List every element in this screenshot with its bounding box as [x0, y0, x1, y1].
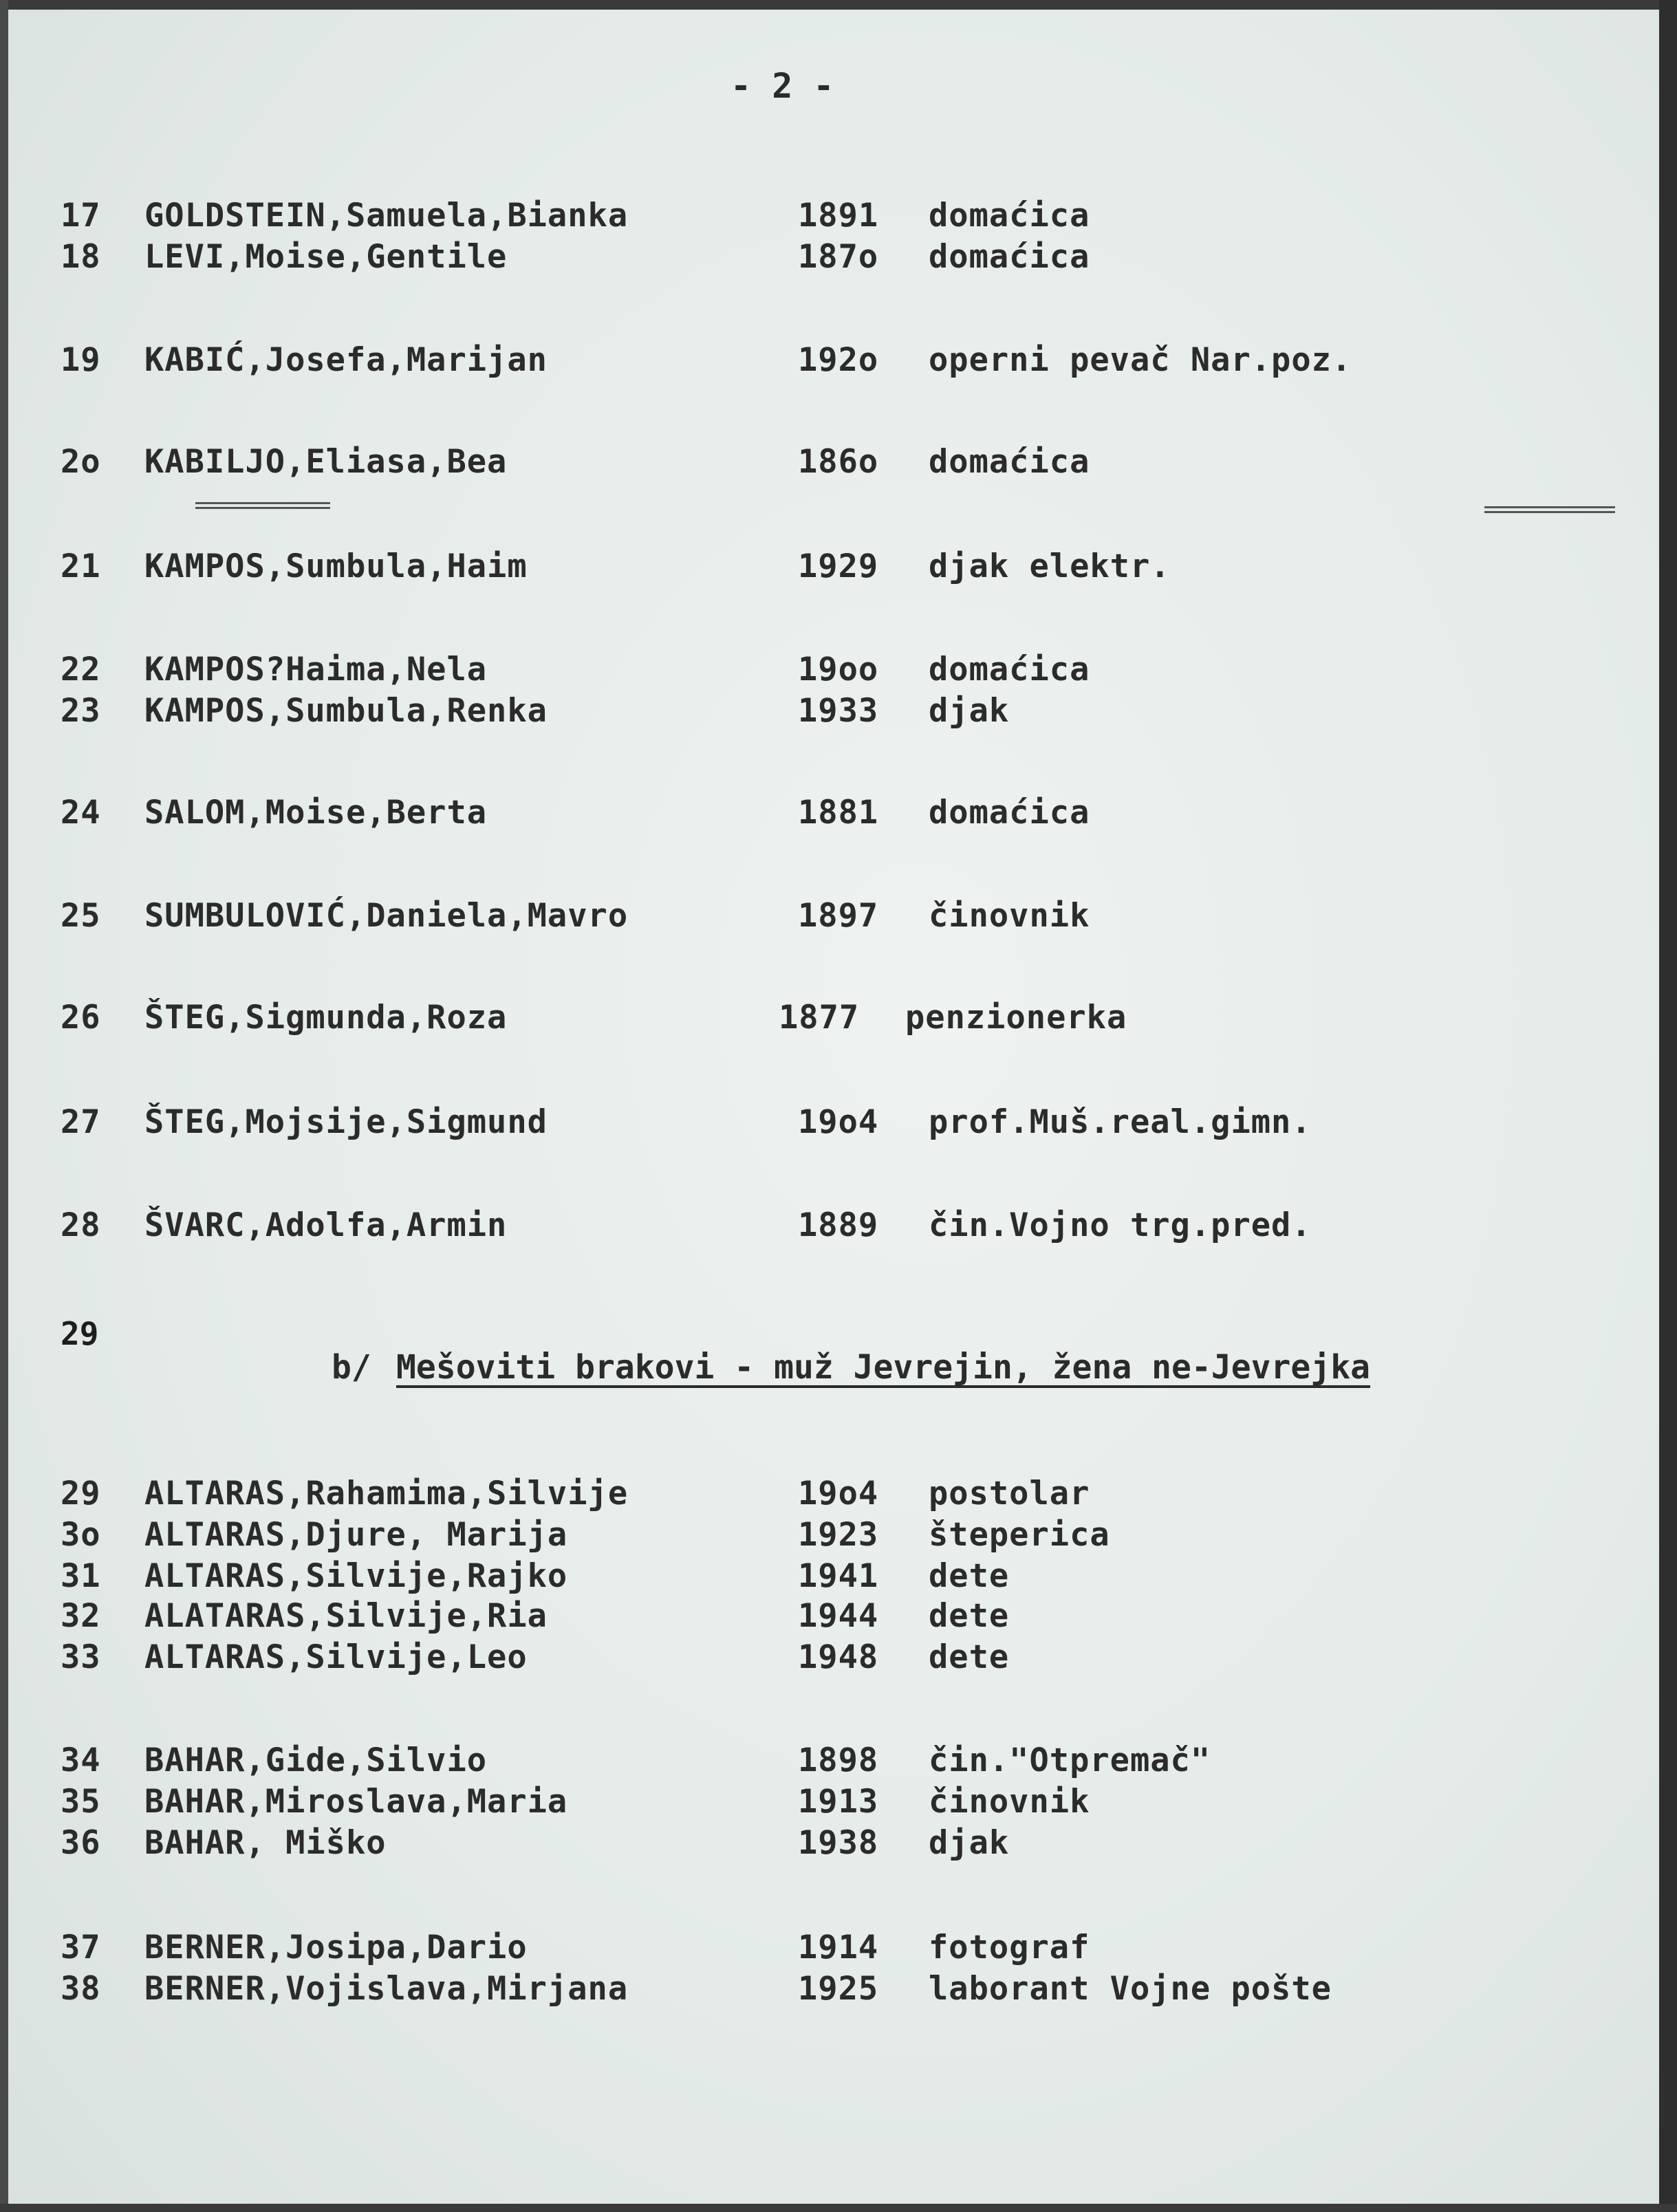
record-occupation: operni pevač Nar.poz.: [929, 341, 1352, 379]
divider-rule-left: [195, 502, 330, 509]
record-number: 21: [61, 547, 101, 585]
record-name: BAHAR,Miroslava,Maria: [144, 1783, 568, 1821]
record-year: 1948: [798, 1638, 879, 1676]
record-name: BERNER,Josipa,Dario: [144, 1929, 528, 1966]
record-number: 22: [61, 651, 101, 688]
record-number: 26: [61, 999, 101, 1037]
record-number: 36: [61, 1824, 101, 1862]
struck-number: 29: [61, 1315, 99, 1352]
record-year: 187o: [798, 238, 879, 276]
record-name: ŠVARC,Adolfa,Armin: [144, 1206, 508, 1244]
record-year: 19oo: [798, 651, 879, 688]
record-number: 38: [61, 1970, 101, 2008]
scan-border-right: [1659, 0, 1677, 2212]
record-occupation: činovnik: [929, 897, 1090, 935]
record-occupation: postolar: [929, 1475, 1090, 1512]
record-number: 35: [61, 1783, 101, 1821]
record-name: ALTARAS,Silvije,Rajko: [144, 1557, 568, 1595]
record-occupation: djak elektr.: [929, 547, 1171, 585]
record-name: ALTARAS,Silvije,Leo: [144, 1638, 528, 1676]
record-name: GOLDSTEIN,Samuela,Bianka: [144, 197, 629, 235]
record-year: 1913: [798, 1783, 879, 1821]
record-year: 19o4: [798, 1475, 879, 1512]
scan-border-top: [0, 0, 1677, 10]
record-name: KAMPOS,Sumbula,Haim: [144, 547, 528, 585]
record-number: 27: [61, 1103, 101, 1141]
page-number: - 2 -: [731, 66, 834, 106]
record-name: KABILJO,Eliasa,Bea: [144, 443, 508, 481]
record-year: 1933: [798, 692, 879, 730]
record-year: 1897: [798, 897, 879, 935]
record-name: ŠTEG,Sigmunda,Roza: [144, 999, 508, 1037]
record-number: 23: [61, 692, 101, 730]
record-year: 1881: [798, 794, 879, 832]
record-number: 37: [61, 1929, 101, 1966]
record-number: 29: [61, 1475, 101, 1512]
record-name: KAMPOS?Haima,Nela: [144, 651, 488, 688]
record-number: 3o: [61, 1516, 101, 1554]
record-occupation: fotograf: [929, 1929, 1090, 1966]
record-occupation: djak: [929, 692, 1010, 730]
record-year: 1925: [798, 1970, 879, 2008]
record-occupation: prof.Muš.real.gimn.: [929, 1103, 1312, 1141]
scan-border-bottom: [0, 2204, 1677, 2212]
record-occupation: penzionerka: [905, 999, 1127, 1037]
record-name: KAMPOS,Sumbula,Renka: [144, 692, 548, 730]
record-occupation: domaćica: [929, 197, 1090, 235]
record-number: 18: [61, 238, 101, 276]
record-number: 33: [61, 1638, 101, 1676]
record-name: ŠTEG,Mojsije,Sigmund: [144, 1103, 548, 1141]
record-year: 1944: [798, 1597, 879, 1635]
record-number: 32: [61, 1597, 101, 1635]
record-occupation: dete: [929, 1557, 1010, 1595]
record-occupation: domaćica: [929, 794, 1090, 832]
record-number: 31: [61, 1557, 101, 1595]
record-name: LEVI,Moise,Gentile: [144, 238, 508, 276]
divider-rule-right: [1484, 506, 1615, 513]
record-occupation: dete: [929, 1597, 1010, 1635]
record-name: KABIĆ,Josefa,Marijan: [144, 341, 548, 379]
record-occupation: domaćica: [929, 651, 1090, 688]
record-name: SALOM,Moise,Berta: [144, 794, 488, 832]
record-year: 1877: [779, 999, 860, 1037]
section-heading: Mešoviti brakovi - muž Jevrejin, žena ne-Jevrejka: [396, 1348, 1371, 1387]
record-name: SUMBULOVIĆ,Daniela,Mavro: [144, 897, 629, 935]
record-year: 19o4: [798, 1103, 879, 1141]
record-year: 1889: [798, 1206, 879, 1244]
record-name: BERNER,Vojislava,Mirjana: [144, 1970, 629, 2008]
record-year: 1938: [798, 1824, 879, 1862]
record-occupation: čin.Vojno trg.pred.: [929, 1206, 1312, 1244]
record-occupation: domaćica: [929, 238, 1090, 276]
record-number: 2o: [61, 443, 101, 481]
record-year: 186o: [798, 443, 879, 481]
record-number: 34: [61, 1742, 101, 1779]
record-number: 28: [61, 1206, 101, 1244]
record-number: 24: [61, 794, 101, 832]
record-year: 1891: [798, 197, 879, 235]
record-name: ALATARAS,Silvije,Ria: [144, 1597, 548, 1635]
record-year: 1923: [798, 1516, 879, 1554]
record-name: BAHAR, Miško: [144, 1824, 387, 1862]
record-occupation: čin."Otpremač": [929, 1742, 1211, 1779]
record-number: 19: [61, 341, 101, 379]
record-occupation: laborant Vojne pošte: [929, 1970, 1332, 2008]
record-year: 192o: [798, 341, 879, 379]
section-label: b/: [332, 1348, 371, 1387]
record-name: ALTARAS,Rahamima,Silvije: [144, 1475, 629, 1512]
record-number: 25: [61, 897, 101, 935]
record-occupation: dete: [929, 1638, 1010, 1676]
record-number: 17: [61, 197, 101, 235]
record-occupation: domaćica: [929, 443, 1090, 481]
record-occupation: djak: [929, 1824, 1010, 1862]
scan-border-left: [0, 0, 8, 2212]
record-year: 1914: [798, 1929, 879, 1966]
record-name: BAHAR,Gide,Silvio: [144, 1742, 488, 1779]
record-year: 1941: [798, 1557, 879, 1595]
record-occupation: činovnik: [929, 1783, 1090, 1821]
record-year: 1929: [798, 547, 879, 585]
record-name: ALTARAS,Djure, Marija: [144, 1516, 568, 1554]
record-year: 1898: [798, 1742, 879, 1779]
record-occupation: šteperica: [929, 1516, 1110, 1554]
